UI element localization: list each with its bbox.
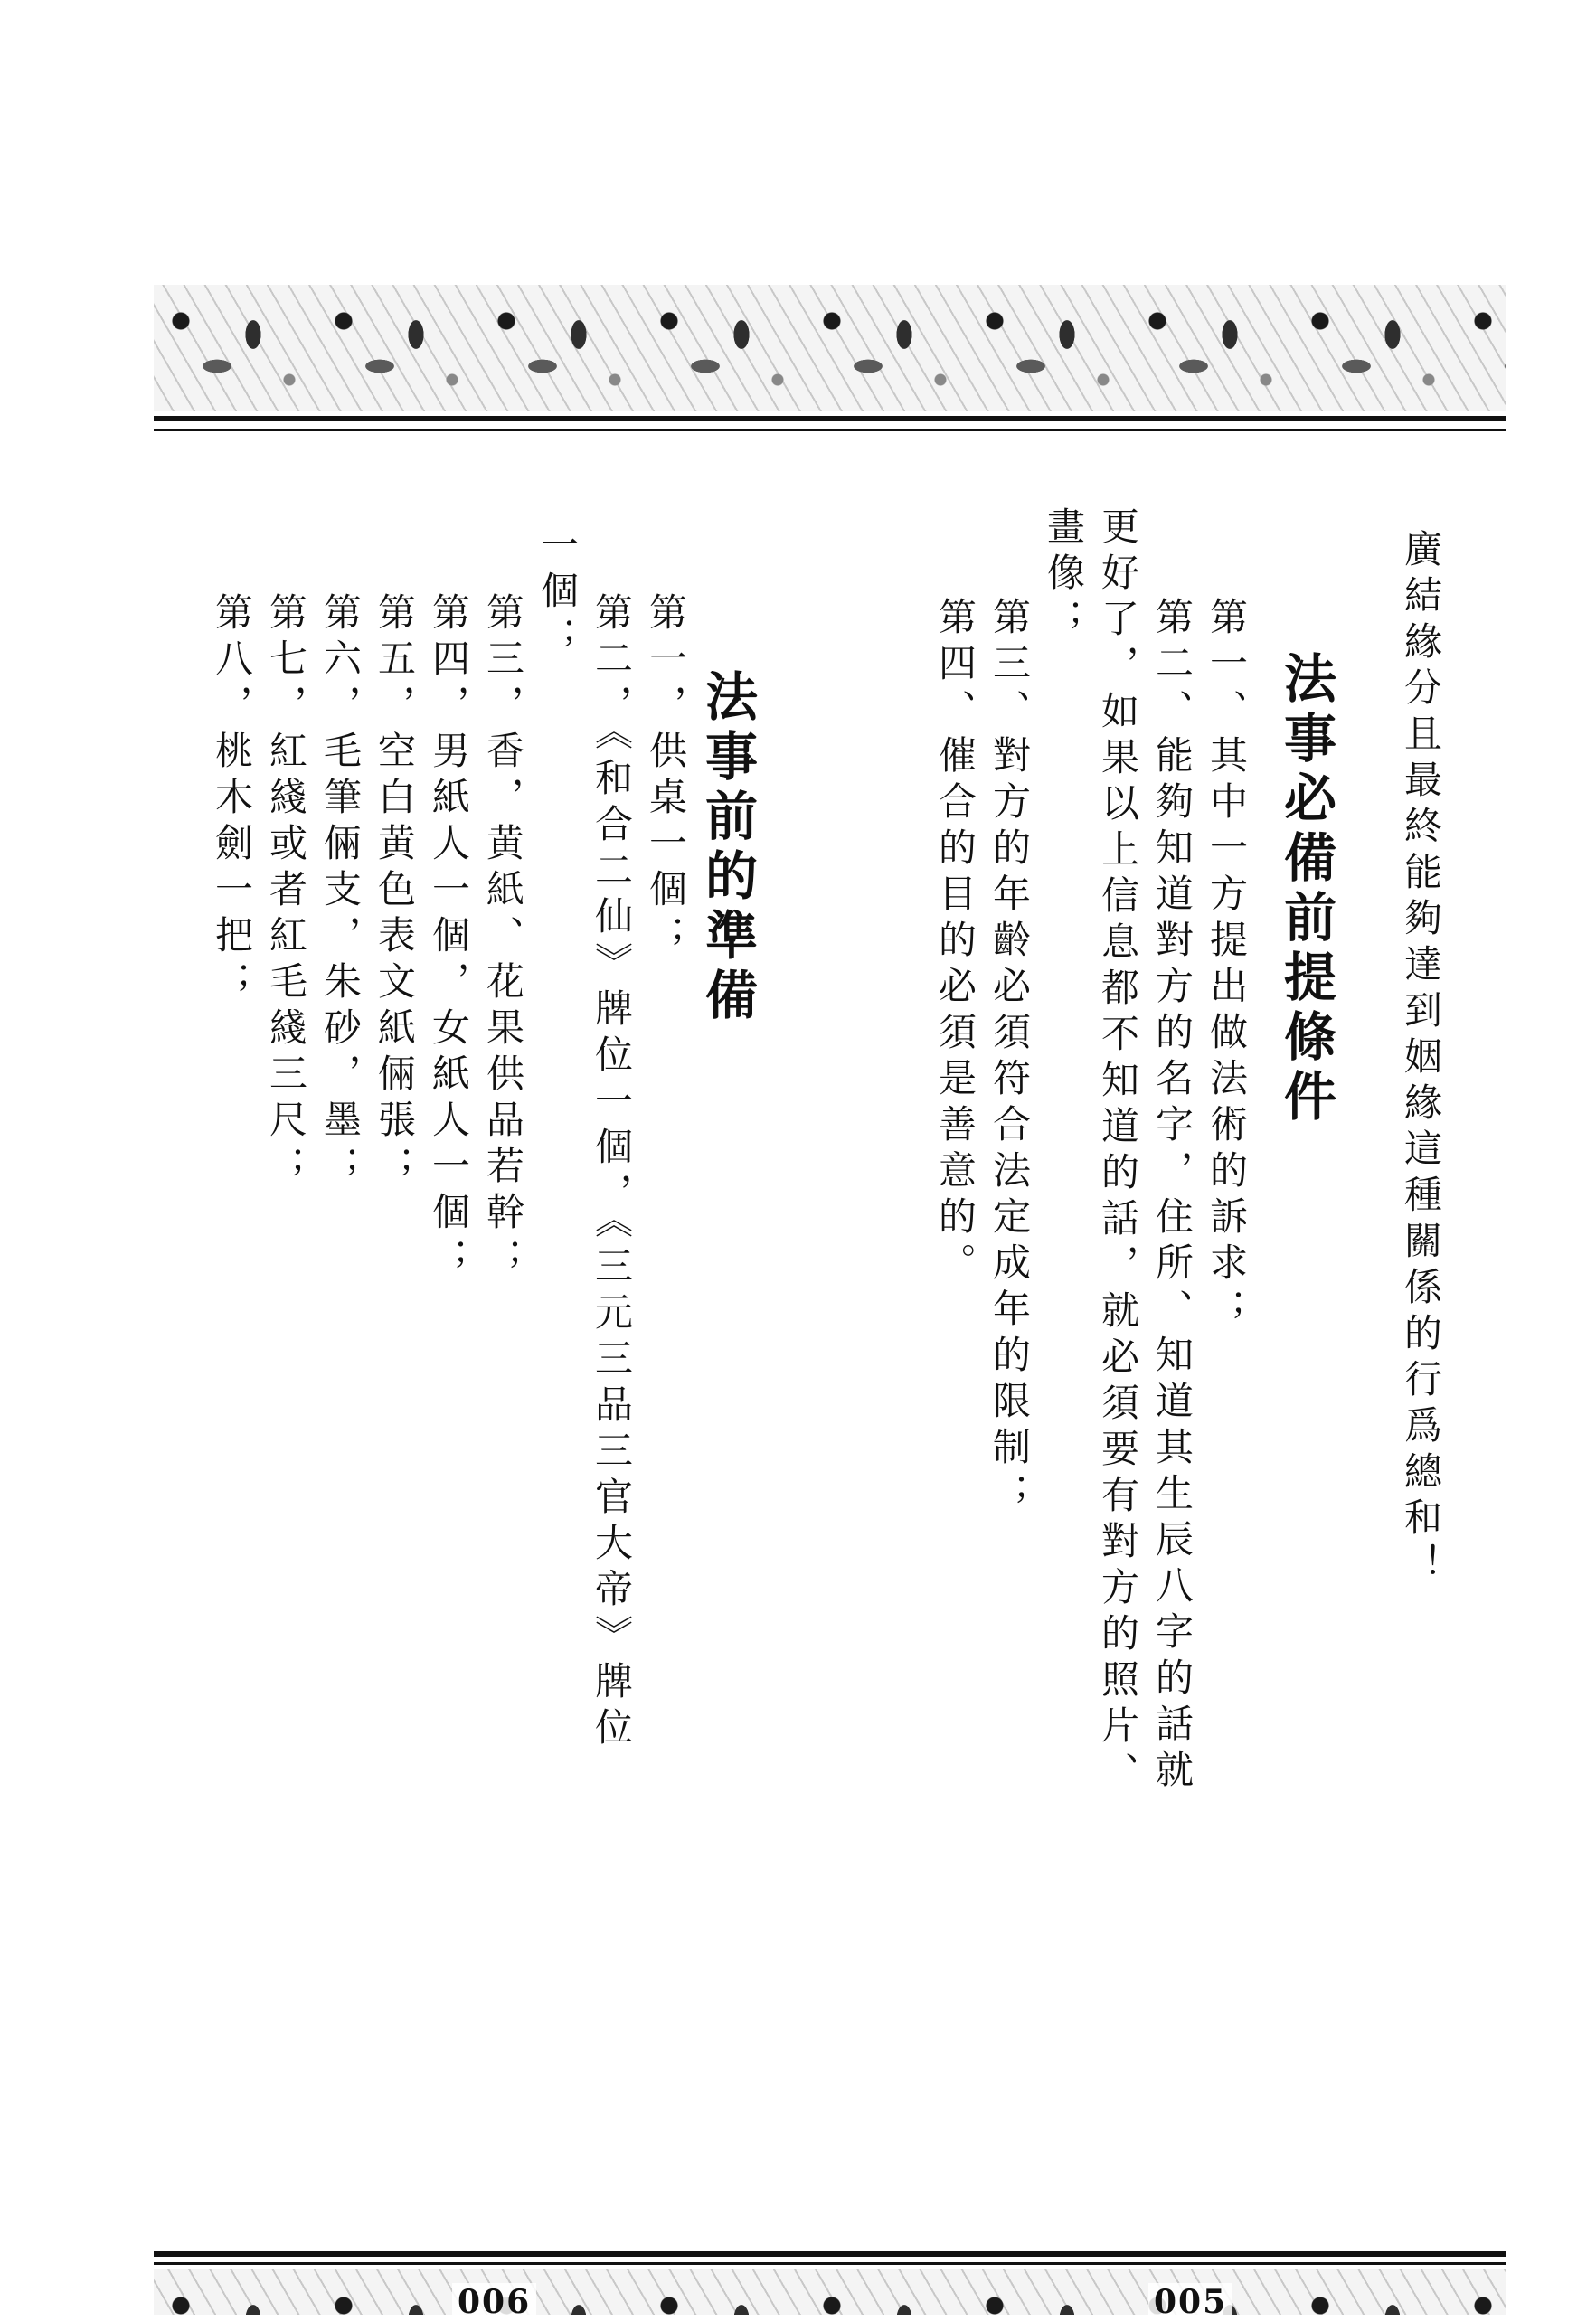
prereq-item-4: 第四、催合的目的必須是善意的。 (933, 597, 977, 1288)
prep-item-4: 第四，男紙人一個，女紙人一個； (427, 592, 471, 1284)
page-number-left: 006 (452, 2283, 536, 2321)
prep-item-7: 第七，紅綫或者紅毛綫三尺； (264, 592, 308, 1192)
prereq-item-2: 第二、能夠知道對方的名字，住所、知道其生辰八字的話就 (1150, 597, 1195, 1796)
prereq-item-1: 第一、其中一方提出做法術的訴求； (1204, 597, 1249, 1335)
prep-item-1: 第一，供桌一個； (644, 592, 688, 961)
page-number-right: 005 (1148, 2283, 1232, 2321)
prep-item-6: 第六，毛筆倆支，朱砂，墨； (318, 592, 363, 1192)
intro-line: 廣結緣分且最終能夠達到姻緣這種關係的行爲總和！ (1399, 529, 1443, 1590)
prep-item-2: 第二，《和合二仙》牌位一個，《三元三品三官大帝》牌位 (590, 592, 634, 1753)
header-rule-thin (154, 429, 1506, 431)
footer-rule (154, 2251, 1506, 2257)
heading-prerequisites: 法事必備前提條件 (1275, 651, 1336, 1128)
floral-border-bottom (154, 2269, 1506, 2315)
header-rule (154, 416, 1506, 421)
prereq-item-2-end: 畫像； (1042, 506, 1086, 645)
prep-item-8: 第八，桃木劍一把； (210, 592, 254, 1007)
heading-preparation: 法事前的準備 (696, 669, 758, 1027)
prep-item-3: 第三，香，黄紙、花果供品若幹； (481, 592, 525, 1284)
prep-item-2-cont: 一個； (535, 524, 580, 663)
prep-item-5: 第五，空白黄色表文紙倆張； (373, 592, 417, 1192)
floral-border-top (154, 285, 1506, 411)
footer-rule-thin (154, 2262, 1506, 2265)
prereq-item-2-cont: 更好了，如果以上信息都不知道的話，就必須要有對方的照片、 (1096, 506, 1140, 1797)
prereq-item-3: 第三、對方的年齡必須符合法定成年的限制； (987, 597, 1032, 1519)
